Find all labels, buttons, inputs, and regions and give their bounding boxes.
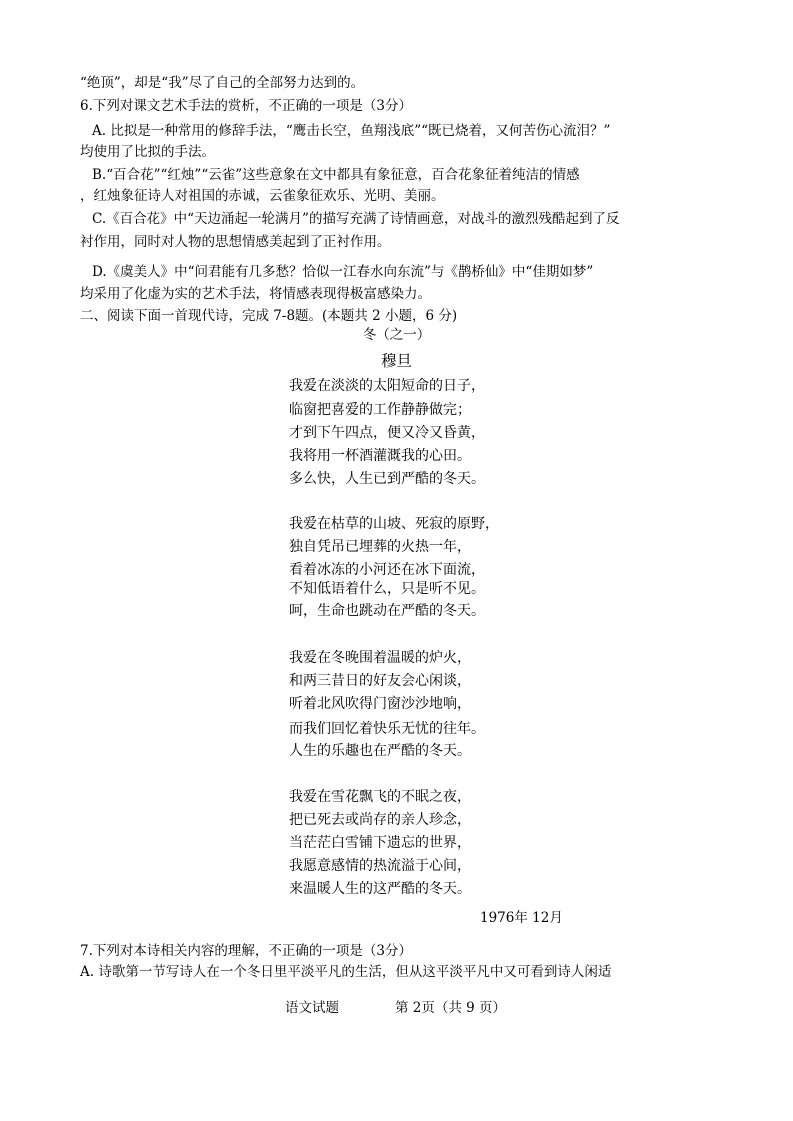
poem-line: 来温暖人生的这严酷的冬天。 — [289, 881, 471, 897]
poem-line: 我爱在雪花飘飞的不眠之夜， — [289, 789, 471, 805]
poem-title: 冬（之一） — [362, 327, 431, 343]
question-6-option-d: D.《虞美人》中“问君能有几多愁？恰似一江春水向东流”与《鹊桥仙》中“佳期如梦” — [92, 264, 594, 280]
question-6-option-c: C.《百合花》中“天边涌起一轮满月”的描写充满了诗情画意，对战斗的激烈残酷起到了反 — [92, 211, 620, 227]
poem-line: 当茫茫白雪铺下遗忘的世界， — [289, 835, 471, 851]
poem-line: 把已死去或尚存的亲人珍念， — [289, 812, 471, 828]
poem-author: 穆旦 — [380, 352, 412, 370]
section-2-heading: 二、阅读下面一首现代诗，完成 7-8题。(本题共 2 小题，6 分) — [80, 308, 458, 324]
poem-line: 而我们回忆着快乐无忧的往年。 — [289, 721, 485, 737]
poem-line: 听着北风吹得门窗沙沙地响， — [289, 696, 471, 712]
poem-line: 我爱在淡淡的太阳短命的日子， — [289, 378, 485, 394]
question-6-option-b-cont: ，红烛象征诗人对祖国的赤诚，云雀象征欢乐、光明、美丽。 — [80, 188, 445, 204]
poem-line: 我爱在冬晚围着温暖的炉火， — [289, 650, 471, 666]
question-6-option-a-cont: 均使用了比拟的手法。 — [80, 144, 215, 160]
poem-line: 不知低语着什么，只是听不见。 — [289, 581, 485, 597]
question-6-option-b: B.“百合花”“红烛”“云雀”这些意象在文中都具有象征意，百合花象征着纯洁的情感 — [92, 167, 580, 183]
poem-line: 和两三昔日的好友会心闲谈， — [289, 673, 471, 689]
poem-date: 1976年 12月 — [480, 910, 563, 926]
poem-line: 呵，生命也跳动在严酷的冬天。 — [289, 603, 485, 619]
question-7-option-a: A. 诗歌第一节写诗人在一个冬日里平淡平凡的生活，但从这平淡平凡中又可看到诗人闲适 — [80, 964, 612, 980]
question-6-stem: 6.下列对课文艺术手法的赏析，不正确的一项是（3分） — [80, 98, 412, 114]
poem-line: 人生的乐趣也在严酷的冬天。 — [289, 743, 471, 759]
question-6-option-c-cont: 衬作用，同时对人物的思想情感美起到了正衬作用。 — [80, 234, 391, 250]
poem-line: 我将用一杯酒灌溉我的心田。 — [289, 448, 471, 464]
poem-line: 临窗把喜爱的工作静静做完； — [289, 402, 471, 418]
poem-line: 多么快，人生已到严酷的冬天。 — [289, 471, 485, 487]
poem-line: 我爱在枯草的山坡、死寂的原野， — [289, 516, 499, 532]
footer-subject: 语文试题 — [285, 1000, 339, 1016]
text-line-prev-answer: “绝顶”，却是“我”尽了自己的全部努力达到的。 — [80, 75, 365, 91]
page-footer — [285, 998, 506, 1018]
poem-line: 我愿意感情的热流溢于心间， — [289, 858, 471, 874]
footer-page-number: 第 2页（共 9 页） — [395, 1000, 507, 1016]
question-6-option-d-cont: 均采用了化虚为实的艺术手法，将情感表现得极富感染力。 — [80, 286, 431, 302]
question-6-option-a: A. 比拟是一种常用的修辞手法，“鹰击长空，鱼翔浅底”“既已烧着，又何苦伤心流泪？” — [92, 123, 611, 139]
question-7-stem: 7.下列对本诗相关内容的理解，不正确的一项是（3分） — [80, 943, 412, 959]
poem-line: 才到下午四点，便又冷又昏黄， — [289, 425, 485, 441]
poem-line: 独自凭吊已埋葬的火热一年， — [289, 539, 471, 555]
poem-line: 看着冰冻的小河还在冰下面流， — [289, 562, 485, 578]
